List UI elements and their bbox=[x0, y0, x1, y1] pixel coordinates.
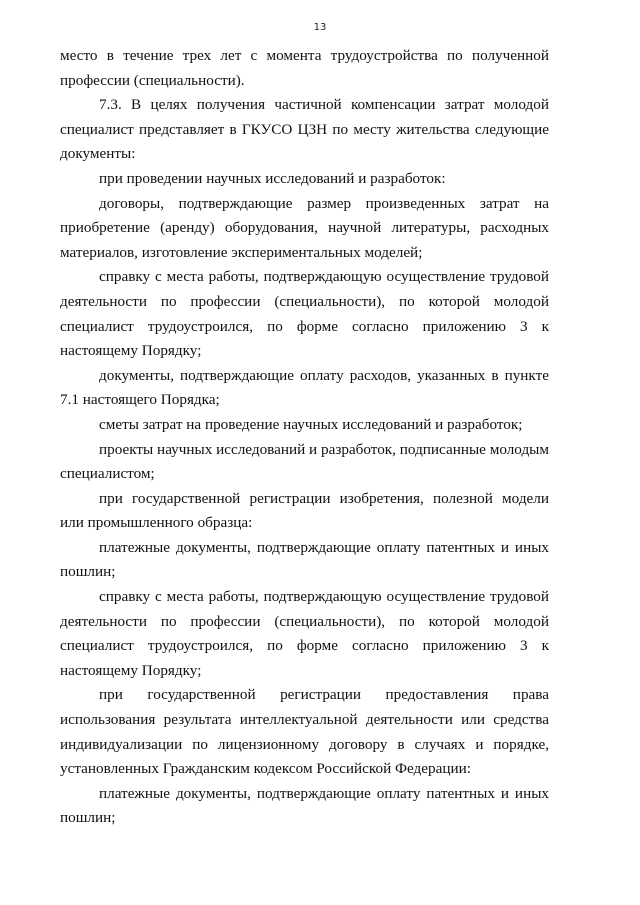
paragraph-patent-fees-2: платежные документы, подтверждающие оплату патентных и иных пошлин; bbox=[60, 784, 549, 827]
paragraph-invention-heading: при государственной регистрации изобретения, полезной модели или промышленного образца: bbox=[60, 489, 549, 532]
paragraph-work-certificate: справку с места работы, подтверждающую осуществление трудовой деятельности по профессии (специальности), по которой молодой специалист трудоустроился, по форме согласно приложению 3 к настоящему Порядку; bbox=[60, 268, 549, 360]
paragraph-patent-fees: платежные документы, подтверждающие оплату патентных и иных пошлин; bbox=[60, 538, 549, 581]
paragraph-license-heading: при государственной регистрации предоставления права использования результата интеллектуальной деятельности или средства индивидуализации по лицензионному договору в случаях и порядке, установленных Гражданским кодексом Российской Федерации: bbox=[60, 686, 549, 778]
paragraph-payment-documents: документы, подтверждающие оплату расходов, указанных в пункте 7.1 настоящего Порядка; bbox=[60, 366, 549, 409]
page-number: 13 bbox=[313, 22, 327, 33]
paragraph-research-projects: проекты научных исследований и разработок, подписанные молодым специалистом; bbox=[60, 440, 549, 483]
paragraph-research-heading: при проведении научных исследований и разработок: bbox=[99, 169, 446, 187]
paragraph-contracts: договоры, подтверждающие размер произведенных затрат на приобретение (аренду) оборудования, научной литературы, расходных материалов, изготовление экспериментальных моделей; bbox=[60, 194, 549, 261]
paragraph-continuation: место в течение трех лет с момента трудоустройства по полученной профессии (специальности). bbox=[60, 47, 549, 89]
paragraph-work-certificate-2: справку с места работы, подтверждающую осуществление трудовой деятельности по профессии (специальности), по которой молодой специалист трудоустроился, по форме согласно приложению 3 к настоящему Порядку; bbox=[60, 588, 549, 679]
document-body bbox=[60, 44, 549, 831]
paragraph-cost-estimates: сметы затрат на проведение научных исследований и разработок; bbox=[99, 415, 523, 433]
paragraph-7-3: 7.3. В целях получения частичной компенсации затрат молодой специалист представляет в ГКУСО ЦЗН по месту жительства следующие документы: bbox=[60, 96, 549, 163]
